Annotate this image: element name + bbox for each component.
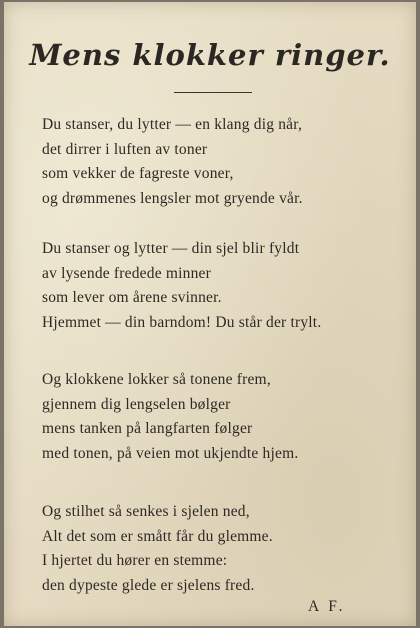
poem-line: mens tanken på langfarten følger	[42, 420, 253, 437]
poem-line: den dypeste glede er sjelens fred.	[42, 576, 255, 594]
author-signature: A F.	[308, 598, 346, 615]
page	[4, 2, 416, 626]
stanza-4	[42, 500, 412, 598]
poem-line: Og klokkene lokker så tonene frem,	[42, 371, 271, 388]
poem-line: det dirrer i luften av toner	[42, 140, 208, 158]
stanza-2	[42, 237, 412, 335]
poem-line: med tonen, på veien mot ukjendte hjem.	[42, 444, 299, 462]
poem-line: Hjemmet — din barndom! Du står der trylt.	[42, 313, 322, 331]
poem-line: og drømmenes lengsler mot gryende vår.	[42, 189, 303, 207]
stanza-3	[42, 368, 412, 466]
poem-line: Alt det som er smått får du glemme.	[42, 527, 273, 545]
poem-line: gjennem dig lengselen bølger	[42, 395, 231, 413]
title-divider	[174, 92, 252, 93]
poem-line: Du stanser og lytter — din sjel blir fyldt	[42, 240, 300, 257]
poem-line: I hjertet du hører en stemme:	[42, 552, 228, 569]
poem-line: som lever om årene svinner.	[42, 289, 222, 306]
poem-line: av lysende fredede minner	[42, 264, 211, 282]
stanza-1	[42, 113, 412, 211]
poem-line: som vekker de fagreste voner,	[42, 165, 234, 182]
poem-line: Og stilhet så senkes i sjelen ned,	[42, 503, 250, 520]
poem-title: Mens klokker ringer.	[29, 38, 391, 72]
poem-line: Du stanser, du lytter — en klang dig når,	[42, 116, 303, 133]
